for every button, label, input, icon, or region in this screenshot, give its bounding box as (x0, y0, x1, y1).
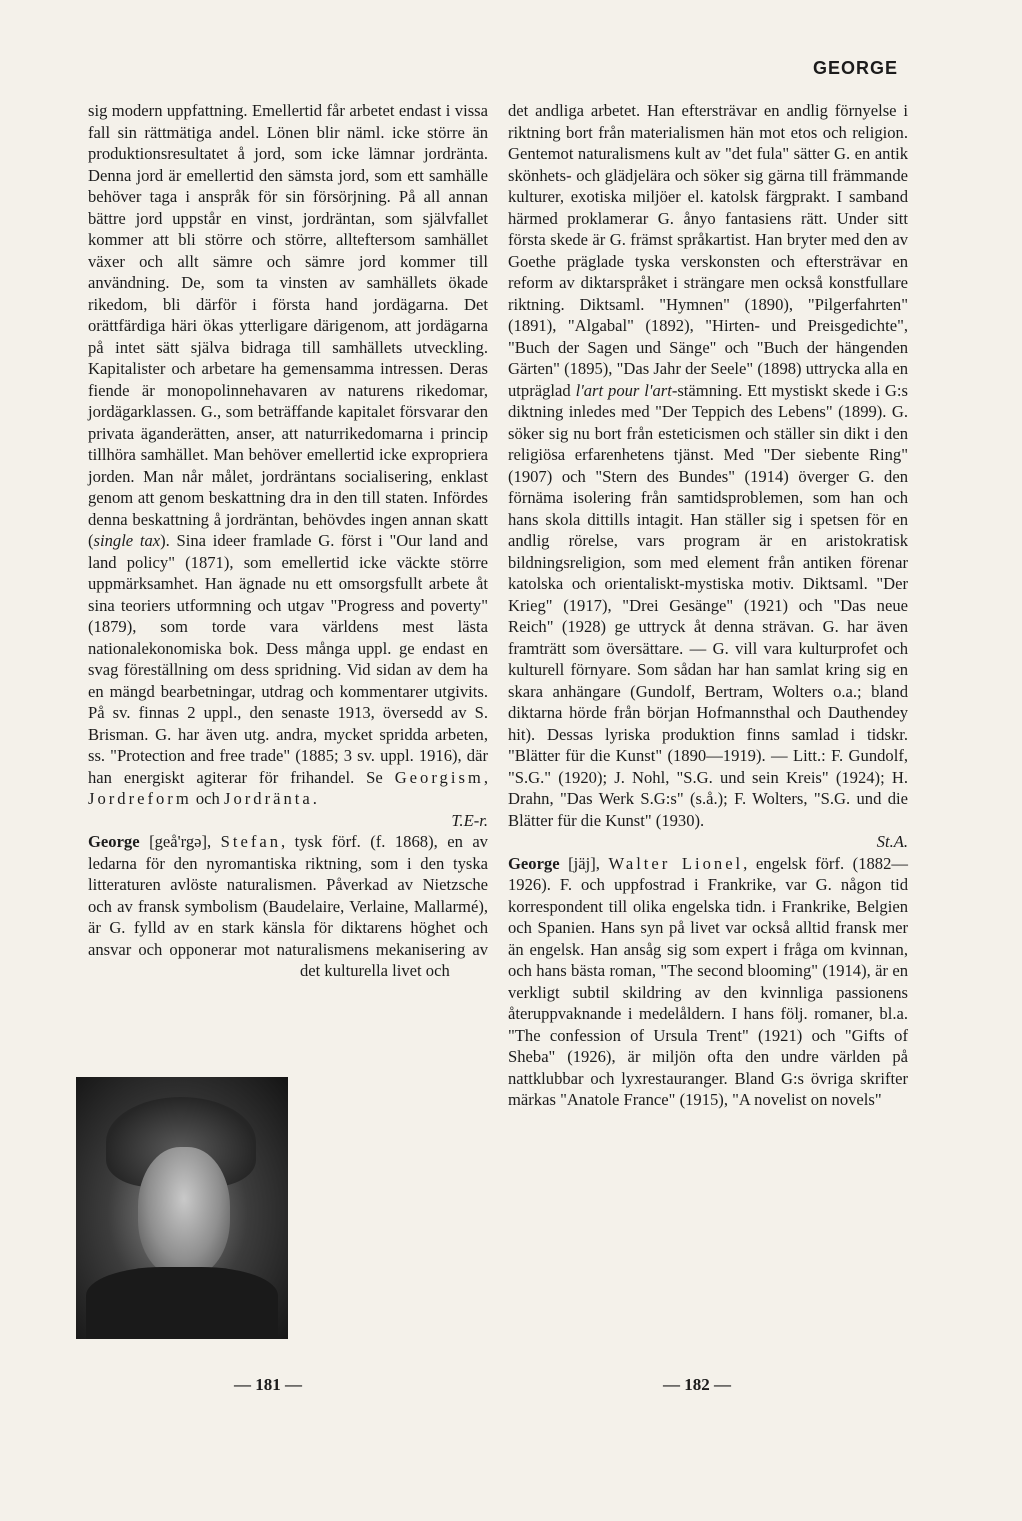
left-column (88, 100, 488, 1230)
entry-person-name: Stefan (220, 832, 282, 851)
portrait-coat (86, 1267, 278, 1339)
cross-reference: Jordreform (88, 789, 192, 808)
entry-walter-lionel-george: George [jäj], Walter Lionel, engelsk förf. (1882—1926). F. och uppfostrad i Frankrike, var G. någon tid korrespondent till olika engelska tidn. i Frankrike, Belgien och Spanien. Hans syn på livet var också alltid fransk mer än engelsk. Han ansåg sig som expert i fråga om kvinnan, och hans bästa roman, "The second blooming" (1914), är en verkligt subtil skildring av den kvinnliga passionens återuppvaknande i medelåldern. I hans följ. romaner, bl.a. "The confession of Ursula Trent" (1921) och "Gifts of Sheba" (1926), är miljön ofta den undre världen på nattklubbar och lyxrestauranger. Bland G:s övriga skrifter märkas "Anatole France" (1915), "A novelist on novels" (508, 853, 908, 1109)
author-signature: St.A. (876, 832, 908, 851)
entry-headword: George (88, 832, 140, 851)
cross-reference: Georgism (394, 767, 484, 787)
entry-stefan-george-continuation: det andliga arbetet. Han eftersträvar en andlig förnyelse i riktning bort från materialismen hän mot etos och religion. Gentemot naturalismens kult av "det fula" sätter G. en antik skönhets- och glädjelära och söker sig gärna till främmande kulturer, exotiska miljöer el. katolsk färgprakt. I samband härmed proklamerar G. ånyo fantasiens rätt. Under sitt första skede är G. främst språkartist. Han bryter med den av Goethe präglade tyska verskonsten och eftersträvar en reform av diktarspråket i strängare men också konstfullare riktning. Diktsaml. "Hymnen" (1890), "Pilgerfahrten" (1891), "Algabal" (1892), "Hirten- und Preisgedichte", "Buch der Sagen und Sänge" och "Buch der hängenden Gärten" (1895), "Das Jahr der Seele" (1898) uttrycka alla en utpräglad l'art pour l'art-stämning. Ett mystiskt skede i G:s diktning inledes med "Der Teppich des Lebens" (1899). G. söker sig nu bort från esteticismen och ställer sin dikt i den religiösa erfarenhetens tjänst. Med "Der siebente Ring" (1907) och "Stern des Bundes" (1914) överger G. den förnäma isolering från samtidsproblemen, som han och hans skola dittills intagit. Han ställer sig i spetsen för en andlig rörelse, vars program är en aristokratisk bildningsreligion, som med element från antiken förenar katolska och orientaliskt-mystiska motiv. Diktsaml. "Der Krieg" (1917), "Drei Gesänge" (1921) och "Das neue Reich" (1928) ge uttryck åt denna strävan. G. har även framträtt som översättare. — G. vill vara kulturprofet och kulturell förnyare. Som sådan har han samlat kring sig en skara anhängare (Gundolf, Bertram, Wolters o.a.; bland diktarna hörde från början Hofmannsthal och Dauthendey hit). Dessas lyriska produktion finns samlad i tidskr. "Blätter für die Kunst" (1890—1919). — Litt.: F. Gundolf, "S.G." (1920); J. Nohl, "S.G. und sein Kreis" (1924); H. Drahn, "Das Werk S.G:s" (s.å.); F. Wolters, "S.G. und die Blätter für die Kunst" (1930). (508, 101, 908, 830)
running-header: GEORGE (812, 58, 898, 78)
right-column (508, 100, 908, 1111)
entry-person-name: Walter Lionel (608, 853, 744, 873)
page-number-right: — 182 — (663, 1375, 731, 1394)
entry-stefan-george: George [geå'rgə], Stefan, tysk förf. (f. 1868), en av ledarna för den nyromantiska riktning, som i den tyska litteraturen avlöste naturalismen. Påverkad av Nietzsche och av fransk symbolism (Baudelaire, Verlaine, Mallarmé), är G. fylld av en stark känsla för diktarens höghet och ansvar och opponerar mot naturalismens mekanisering av det kulturella livet och (88, 831, 488, 982)
entry-henry-george-continuation: sig modern uppfattning. Emellertid får arbetet endast i vissa fall sin rättmätiga andel. Lönen blir näml. icke större än produktionsresultatet å jord, som icke lämnar jordränta. Denna jord är emellertid den sämsta jord, som ett samhälle behöver taga i anspråk för sin försörjning. På all annan bättre jord uppstår en vinst, jordräntan, som självfallet kommer att bli större och större, allteftersom samhället växer och allt sämre och sämre jord kommer till användning. De, som ta vinsten av samhällets ökade rikedom, bli därför i första hand jordägarna. Det orättfärdiga häri ökas ytterligare därigenom, att jordägarna på intet sätt själva bidraga till samhällets utveckling. Kapitalister och arbetare ha gemensamma intressen. Deras fiende är monopolinnehavaren av naturens rikedomar, jordägarklassen. G., som beträffande kapitalet försvarar den privata äganderätten, anser, att naturrikedomarna i princip tillhöra samhället. Man behöver emellertid icke expropriera jorden. Man når målet, jordräntans socialisering, enklast genom att genom beskattning dra in den till staten. Infördes denna beskattning å jordräntan, behövdes ingen annan skatt (single tax). Sina ideer framlade G. först i "Our land and land policy" (1871), som emellertid icke väckte större uppmärksamhet. Han ägnade nu ett omsorgsfullt arbete åt sina teoriers utformning och utgav "Progress and poverty" (1879), som torde vara världens mest lästa nationalekonomiska bok. Dess många uppl. ge endast en svag föreställning om dess spridning. Vid sidan av dem ha en mängd bearbetningar, utdrag och kommentarer utgivits. På sv. finnas 2 uppl., den senaste 1913, översedd av S. Brisman. G. har även utg. andra, mycket spridda arbeten, ss. "Protection and free trade" (1885; 3 sv. uppl. 1916), där han energiskt agiterar för frihandel. Se Georgism, Jordreform och Jordränta. (88, 101, 488, 808)
author-signature: T.E-r. (451, 810, 488, 830)
portrait-face (138, 1147, 230, 1277)
cross-reference: Jordränta (224, 789, 313, 808)
page-number-left: — 181 — (234, 1375, 302, 1394)
entry-headword: George (508, 853, 560, 873)
portrait-image (76, 1077, 288, 1339)
